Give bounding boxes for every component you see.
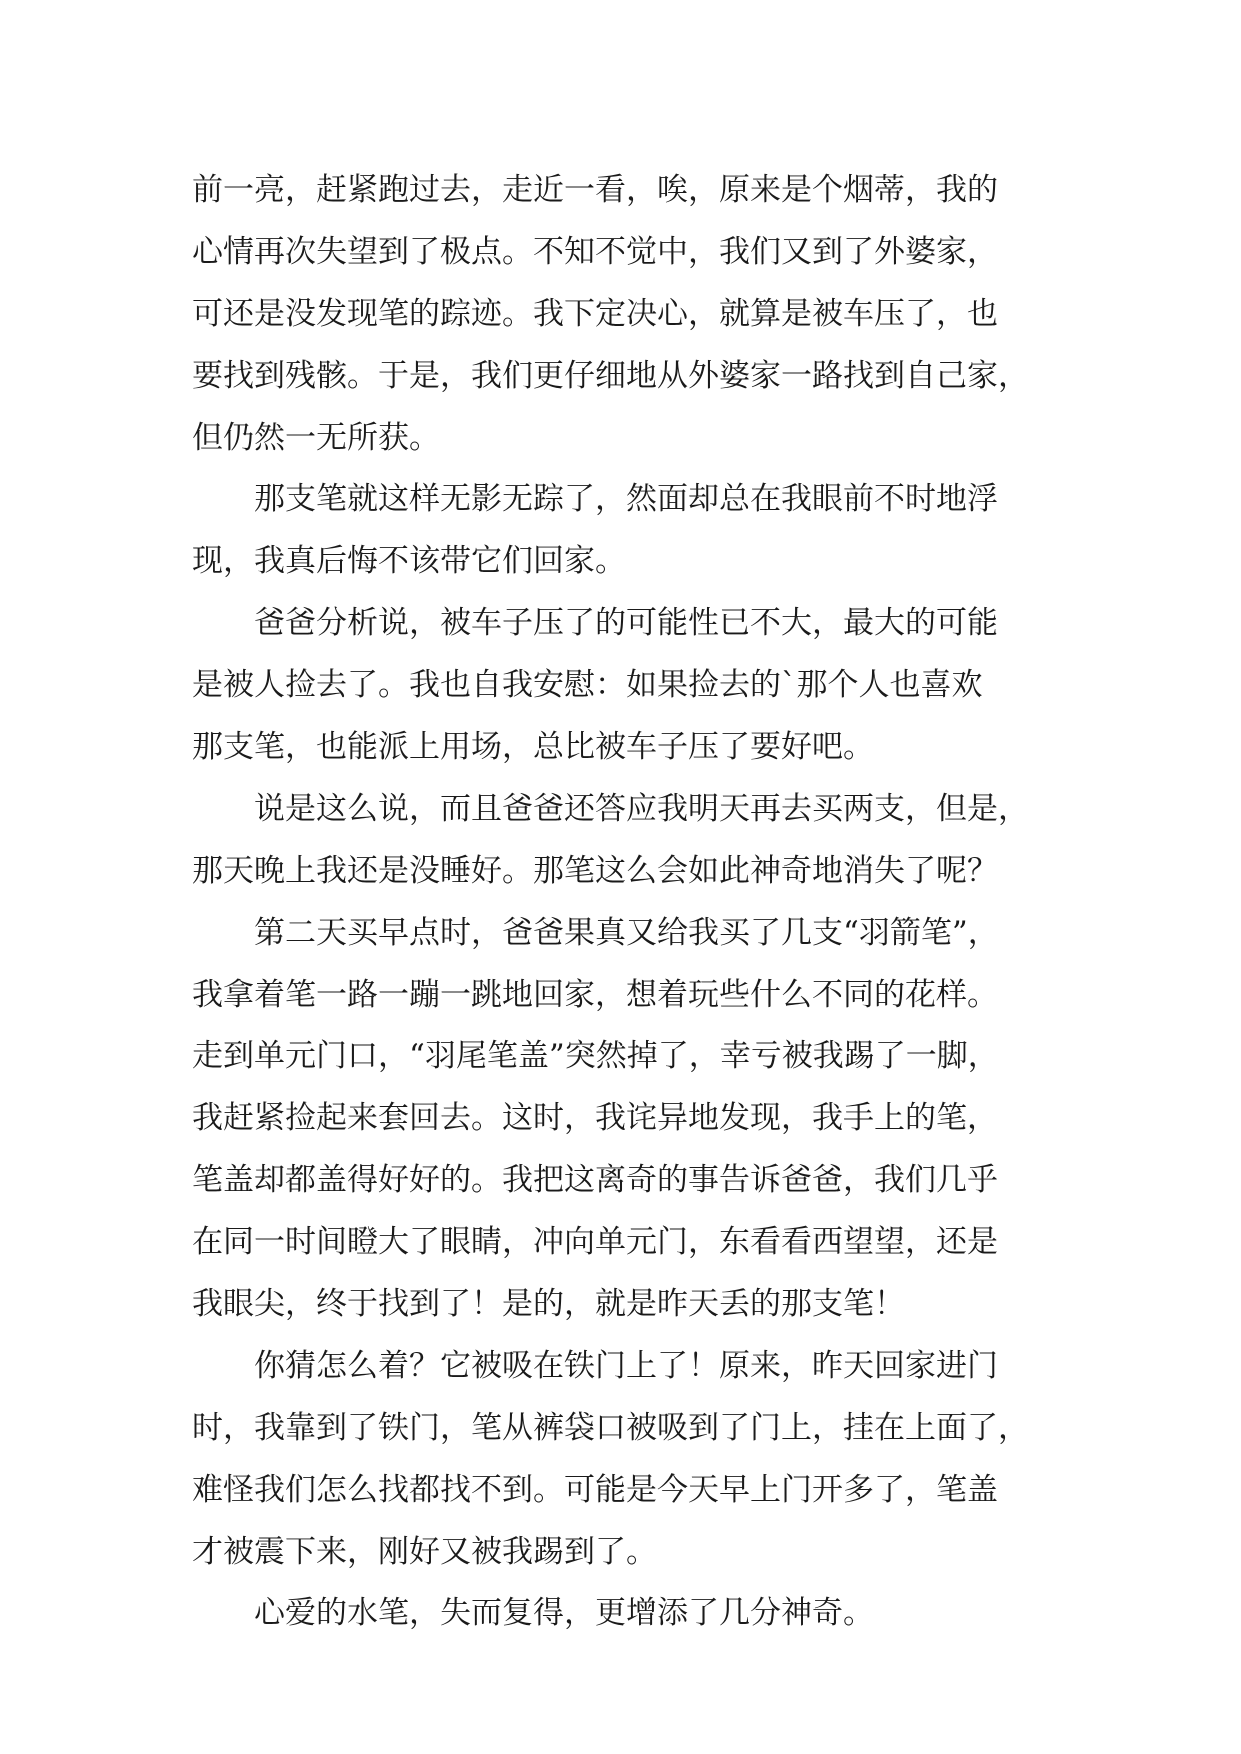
document-body [192, 160, 1072, 1645]
paragraph-start-line: 那支笔就这样无影无踪了，然面却总在我眼前不时地浮 [254, 481, 998, 518]
text-line: 现，我真后悔不该带它们回家。 [192, 543, 626, 580]
text-line: 时，我靠到了铁门，笔从裤袋口被吸到了门上，挂在上面了， [192, 1409, 1029, 1446]
paragraph-start-line: 你猜怎么着？它被吸在铁门上了！原来，昨天回家进门 [254, 1347, 998, 1384]
text-line: 可还是没发现笔的踪迹。我下定决心，就算是被车压了，也 [192, 295, 998, 332]
text-line: 走到单元门口，“羽尾笔盖”突然掉了，幸亏被我踢了一脚， [192, 1038, 999, 1075]
text-line: 那天晚上我还是没睡好。那笔这么会如此神奇地消失了呢？ [192, 852, 998, 889]
text-line: 但仍然一无所获。 [192, 419, 440, 456]
text-line: 我眼尖，终于找到了！是的，就是昨天丢的那支笔！ [192, 1286, 905, 1323]
text-line: 才被震下来，刚好又被我踢到了。 [192, 1533, 657, 1570]
text-line: 要找到残骸。于是，我们更仔细地从外婆家一路找到自己家， [192, 357, 1029, 394]
text-line: 我赶紧捡起来套回去。这时，我诧异地发现，我手上的笔， [192, 1100, 998, 1137]
text-line: 心情再次失望到了极点。不知不觉中，我们又到了外婆家， [192, 233, 998, 270]
text-line: 在同一时间瞪大了眼睛，冲向单元门，东看看西望望，还是 [192, 1224, 998, 1261]
paragraph-start-line: 心爱的水笔，失而复得，更增添了几分神奇。 [254, 1595, 874, 1632]
paragraph-start-line: 第二天买早点时，爸爸果真又给我买了几支“羽箭笔”， [254, 914, 999, 951]
paragraph-start-line: 爸爸分析说，被车子压了的可能性已不大，最大的可能 [254, 605, 998, 642]
text-line: 是被人捡去了。我也自我安慰：如果捡去的`那个人也喜欢 [192, 667, 983, 704]
text-line: 笔盖却都盖得好好的。我把这离奇的事告诉爸爸，我们几乎 [192, 1162, 998, 1199]
paragraph-start-line: 说是这么说，而且爸爸还答应我明天再去买两支，但是， [254, 790, 1029, 827]
text-line: 我拿着笔一路一蹦一跳地回家，想着玩些什么不同的花样。 [192, 976, 998, 1013]
text-line: 前一亮，赶紧跑过去，走近一看，唉，原来是个烟蒂，我的 [192, 172, 998, 208]
text-line: 那支笔，也能派上用场，总比被车子压了要好吧。 [192, 729, 874, 766]
text-line: 难怪我们怎么找都找不到。可能是今天早上门开多了，笔盖 [192, 1471, 998, 1508]
